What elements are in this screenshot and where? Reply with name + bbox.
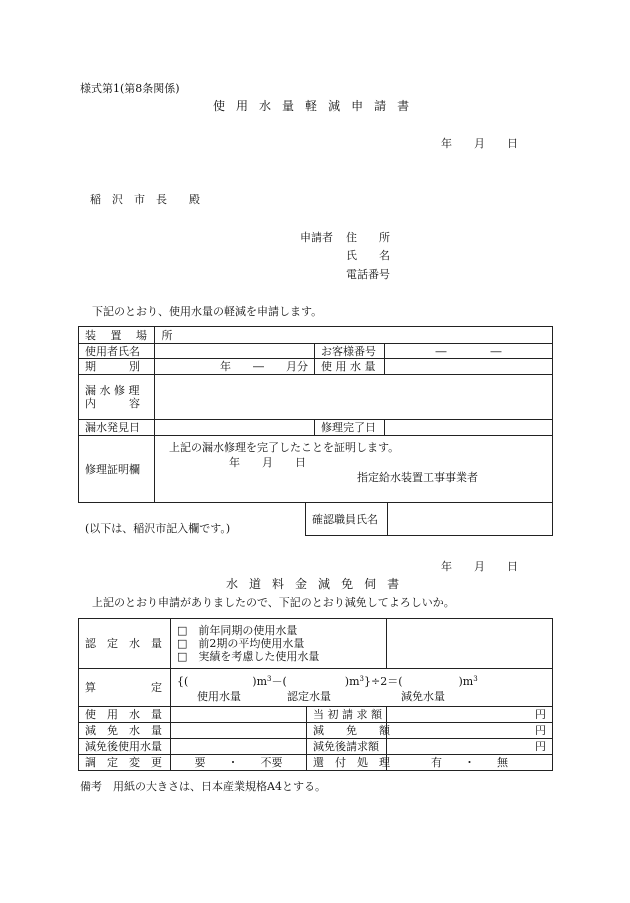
exempt-yen-field[interactable]: 円 xyxy=(387,723,553,739)
leak-found-date-field[interactable] xyxy=(155,420,315,436)
city-use-note: (以下は、稲沢市記入欄です。) xyxy=(85,522,231,535)
contractor-label: 指定給水装置工事事業者 xyxy=(357,471,478,484)
formula-label-approved: 認定水量 xyxy=(287,689,331,703)
calculation-label: 算 定 xyxy=(79,669,171,707)
installation-location-label: 装 置 場 所 xyxy=(79,327,155,344)
addressee: 稲 沢 市 長 殿 xyxy=(90,193,200,206)
usage-amount-field[interactable] xyxy=(171,707,307,723)
period-label: 期 別 xyxy=(79,359,155,375)
formula-labels xyxy=(177,689,546,704)
reduction-intro: 上記のとおり申請がありましたので、下記のとおり減免してよろしいか。 xyxy=(92,596,455,609)
formula-line xyxy=(177,672,546,689)
applicant-label: 申請者 xyxy=(300,231,333,244)
repair-cert-field[interactable] xyxy=(155,436,553,503)
reduction-table xyxy=(78,618,553,771)
reduction-title: 水 道 料 金 減 免 伺 書 xyxy=(226,577,403,591)
formula-part-d: )m xyxy=(344,674,360,688)
user-name-field[interactable] xyxy=(155,344,315,359)
customer-number-label: お客様番号 xyxy=(315,344,385,359)
refund-field[interactable]: 有 ・ 無 xyxy=(387,755,553,771)
formula-part-e: }÷2＝( xyxy=(364,674,403,688)
adjust-label: 調 定 変 更 xyxy=(79,755,171,771)
repair-cert-label: 修理証明欄 xyxy=(79,436,155,503)
repair-done-date-label: 修理完了日 xyxy=(315,420,385,436)
refund-label: 還 付 処 理 xyxy=(307,755,387,771)
formula-sup-2: 3 xyxy=(359,674,364,683)
formula-part-c: －( xyxy=(271,674,287,688)
application-intro: 下記のとおり、使用水量の軽減を申請します。 xyxy=(92,305,323,318)
post-usage-field[interactable] xyxy=(171,739,307,755)
approved-amount-field[interactable] xyxy=(387,619,553,669)
formula-label-usage: 使用水量 xyxy=(197,689,241,703)
option-previous-two-periods[interactable]: □ 前2期の平均使用水量 xyxy=(177,637,305,650)
exempt-amount-label: 減 免 水 量 xyxy=(79,723,171,739)
post-bill-field[interactable]: 円 xyxy=(387,739,553,755)
exempt-yen-label: 減 免 額 xyxy=(307,723,387,739)
formula-part-a: {( xyxy=(177,674,189,688)
approved-amount-label: 認 定 水 量 xyxy=(79,619,171,669)
formula-sup-1: 3 xyxy=(267,674,272,683)
form-number: 様式第1(第8条関係) xyxy=(80,82,180,95)
application-date: 年 月 日 xyxy=(441,137,518,150)
user-name-label: 使用者氏名 xyxy=(79,344,155,359)
applicant-phone-label: 電話番号 xyxy=(346,268,390,281)
reduction-date: 年 月 日 xyxy=(441,560,518,573)
exempt-amount-field[interactable] xyxy=(171,723,307,739)
formula-part-b: )m xyxy=(252,674,268,688)
applicant-name-label: 氏 名 xyxy=(346,249,390,262)
calculation-formula[interactable] xyxy=(171,669,553,707)
initial-bill-label: 当 初 請 求 額 xyxy=(307,707,387,723)
applicant-address-label: 住 所 xyxy=(346,231,390,244)
formula-part-f: )m xyxy=(458,674,474,688)
page-title: 使 用 水 量 軽 減 申 請 書 xyxy=(213,99,413,113)
formula-sup-3: 3 xyxy=(473,674,478,683)
staff-name-label: 確認職員氏名 xyxy=(306,503,388,536)
initial-bill-field[interactable]: 円 xyxy=(387,707,553,723)
period-field[interactable]: 年 ― 月分 xyxy=(155,359,315,375)
post-usage-label: 減免後使用水量 xyxy=(79,739,171,755)
repair-done-date-field[interactable] xyxy=(385,420,553,436)
usage-field[interactable] xyxy=(385,359,553,375)
leak-repair-label: 漏 水 修 理 内 容 xyxy=(79,375,155,420)
customer-number-field[interactable]: ― ― xyxy=(385,344,553,359)
installation-location-field[interactable] xyxy=(155,327,553,344)
approved-amount-options xyxy=(171,619,387,669)
post-bill-label: 減免後請求額 xyxy=(307,739,387,755)
usage-amount-label: 使 用 水 量 xyxy=(79,707,171,723)
staff-name-field[interactable] xyxy=(388,503,553,536)
repair-cert-text: 上記の漏水修理を完了したことを証明します。 xyxy=(169,441,400,454)
staff-table xyxy=(305,502,553,536)
option-actual-based[interactable]: □ 実績を考慮した使用水量 xyxy=(177,650,320,663)
option-same-period-last-year[interactable]: □ 前年同期の使用水量 xyxy=(177,624,298,637)
usage-label: 使 用 水 量 xyxy=(315,359,385,375)
repair-cert-date: 年 月 日 xyxy=(229,456,306,469)
footer-note: 備考 用紙の大きさは、日本産業規格A4とする。 xyxy=(80,780,326,793)
leak-found-date-label: 漏水発見日 xyxy=(79,420,155,436)
formula-label-exempt: 減免水量 xyxy=(401,689,445,703)
adjust-field[interactable]: 要 ・ 不要 xyxy=(171,755,307,771)
application-table xyxy=(78,326,553,503)
leak-repair-field[interactable] xyxy=(155,375,553,420)
